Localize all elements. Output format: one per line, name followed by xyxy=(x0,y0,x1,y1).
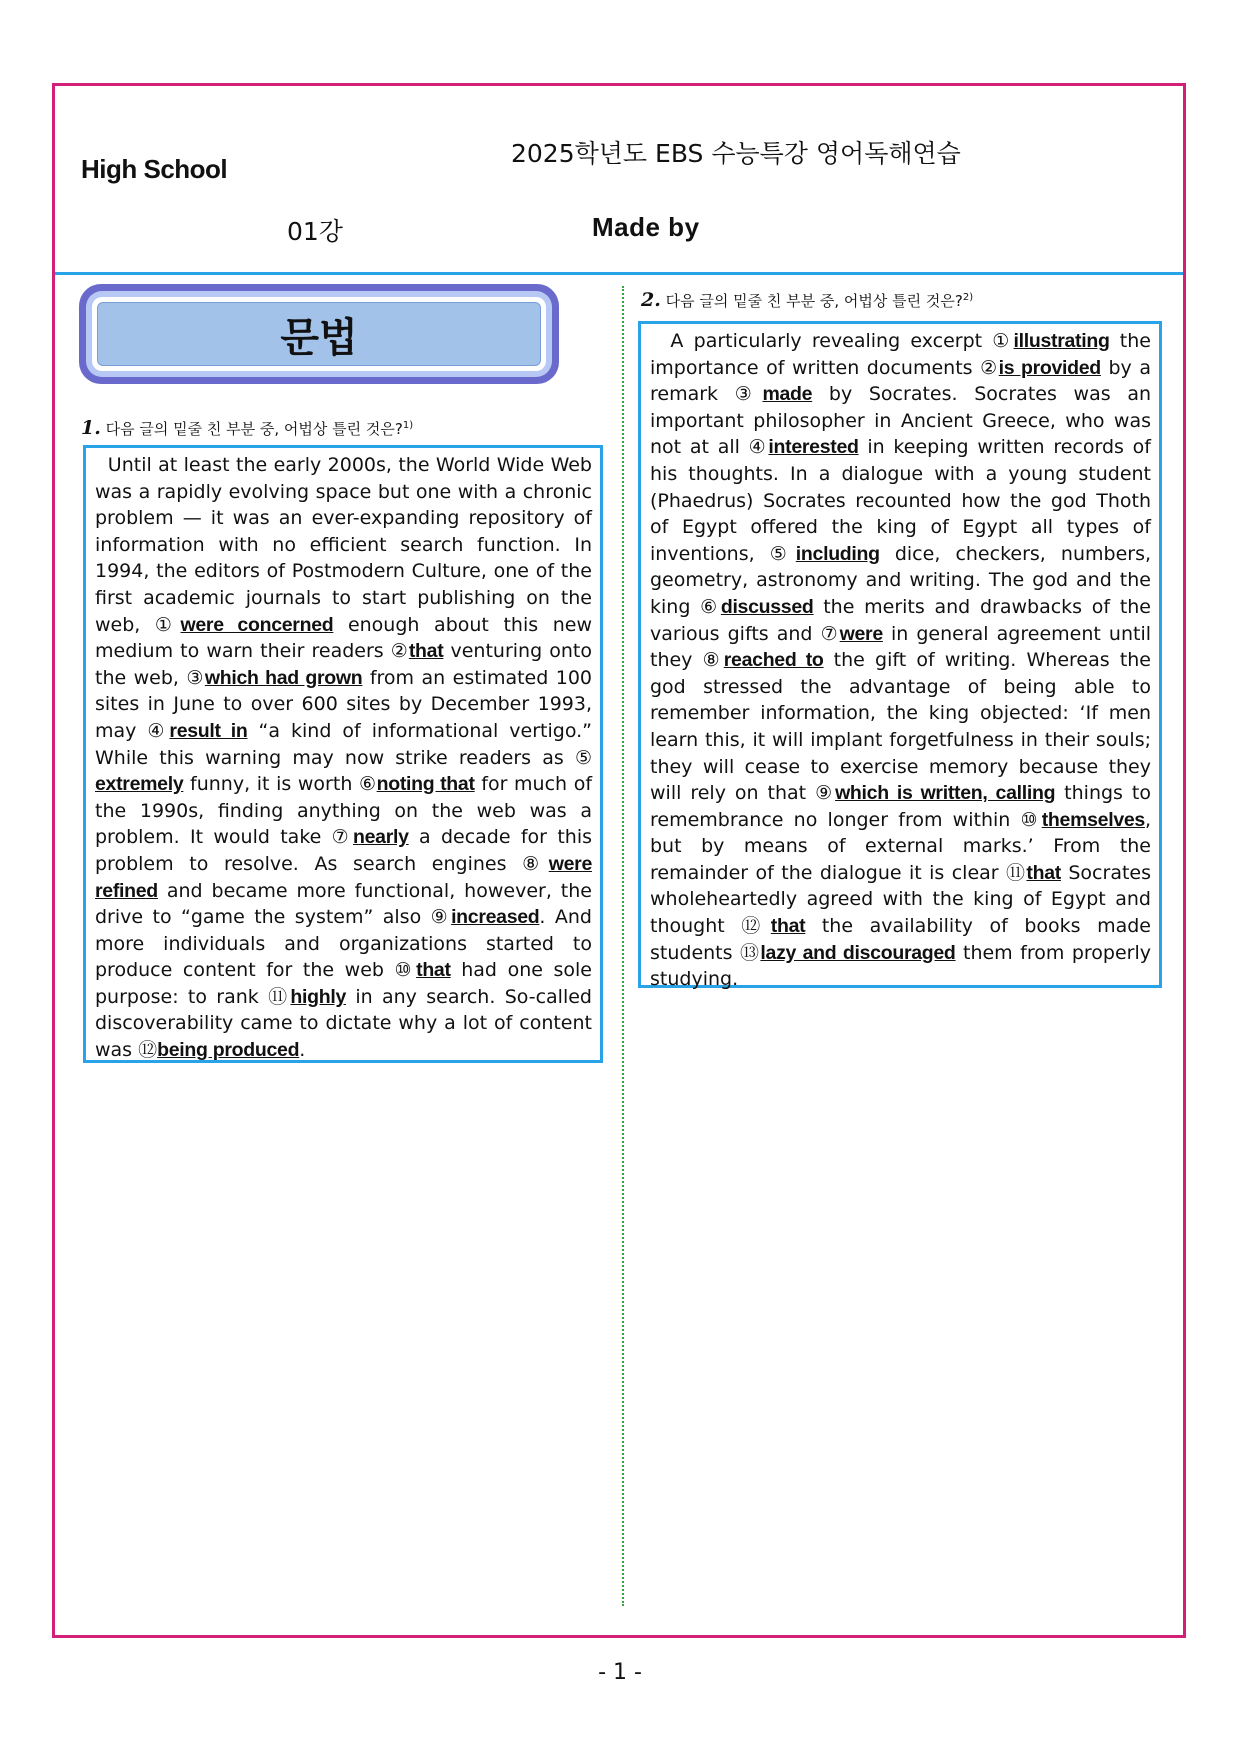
passage-text: venturing onto the web, ③ xyxy=(95,640,592,689)
underlined-choice: themselves xyxy=(1041,808,1145,831)
question-2-prompt: 다음 글의 밑줄 친 부분 중, 어법상 틀린 것은? xyxy=(665,292,963,310)
worksheet-title: 2025학년도 EBS 수능특강 영어독해연습 xyxy=(511,139,961,168)
passage-text: by Socrates. Socrates was an important philosopher in Ancient Greece, who was not at all ④ xyxy=(650,383,1152,459)
passage-text: . And more individuals and organizations started to produce content for the web ⑩ xyxy=(95,906,592,982)
passage-text: things to remembrance no longer from within ⑩ xyxy=(650,782,1151,831)
passage-text: had one sole purpose: to rank ⑪ xyxy=(95,959,592,1008)
underlined-choice: noting that xyxy=(376,773,475,796)
underlined-choice: that xyxy=(1026,861,1061,884)
underlined-choice: which had grown xyxy=(204,666,363,689)
school-label: High School xyxy=(81,154,228,184)
passage-text: “a kind of informational vertigo.” While this warning may now strike readers as ⑤ xyxy=(95,719,593,769)
passage-text: A particularly revealing excerpt ① xyxy=(650,330,1014,352)
lesson-label: 01강 xyxy=(287,217,343,246)
passage-text: enough about this new medium to warn their readers ② xyxy=(95,613,593,663)
section-title: 문법 xyxy=(97,302,541,366)
underlined-choice: that xyxy=(770,915,806,938)
passage-text: in any search. So-called discoverability came to dictate why a lot of content was ⑫ xyxy=(95,985,592,1062)
underlined-choice: were concerned xyxy=(180,613,334,636)
worksheet-header xyxy=(55,86,1183,275)
underlined-choice: increased xyxy=(451,906,540,929)
underlined-choice: being produced xyxy=(157,1039,300,1062)
passage-text: in keeping written records of his thoughts. In a dialogue with a young student (Phaedrus) Socrates recounted how the god Thoth of Egypt offered the king of Egypt all types of inventions, ⑤ xyxy=(650,436,1151,565)
question-1-header xyxy=(81,417,413,439)
question-1-passage xyxy=(83,445,603,1063)
passage-text: and became more functional, however, the drive to “game the system” also ⑨ xyxy=(95,879,592,929)
passage-text: from an estimated 100 sites in June to over 600 sites by December 1993, may ④ xyxy=(95,666,593,742)
passage-text: in general agreement until they ⑧ xyxy=(650,622,1151,672)
passage-text: the availability of books made students ⑬ xyxy=(650,915,1151,964)
question-2-passage xyxy=(638,321,1162,991)
made-by-label: Made by xyxy=(592,212,700,242)
passage-text: Socrates wholeheartedly agreed with the king of Egypt and thought ⑫ xyxy=(650,861,1151,938)
underlined-choice: which is written, calling xyxy=(835,782,1056,805)
underlined-choice: including xyxy=(795,542,880,565)
passage-text: the merits and drawbacks of the various gifts and ⑦ xyxy=(650,595,1151,645)
question-1-footnote: 1) xyxy=(402,420,414,431)
underlined-choice: nearly xyxy=(353,826,409,849)
underlined-choice: extremely xyxy=(95,773,184,796)
passage-text: Until at least the early 2000s, the World Wide Web was a rapidly evolving space but one with a chronic problem — it was an ever-expanding repository of information with no efficient search function. In 1994, the editors of Postmodern Culture, one of the first academic journals to start publishing on the web, ① xyxy=(95,454,592,636)
passage-text: funny, it is worth ⑥ xyxy=(183,773,377,796)
question-1-number: 1. xyxy=(81,417,101,439)
underlined-choice: reached to xyxy=(723,649,824,672)
underlined-choice: made xyxy=(762,383,813,406)
section-badge xyxy=(79,284,559,384)
passage-text: a decade for this problem to resolve. As search engines ⑧ xyxy=(95,826,592,875)
underlined-choice: illustrating xyxy=(1013,330,1110,352)
question-2-header xyxy=(641,289,973,311)
underlined-choice: result in xyxy=(169,719,248,742)
underlined-choice: is provided xyxy=(998,356,1101,379)
passage-text: for much of the 1990s, finding anything on the web was a problem. It would take ⑦ xyxy=(95,773,593,849)
page-frame xyxy=(52,83,1186,1638)
underlined-choice: lazy and discouraged xyxy=(760,941,956,964)
underlined-choice: that xyxy=(416,959,451,982)
passage-text: . xyxy=(299,1039,306,1062)
underlined-choice: were xyxy=(839,622,883,645)
passage-text: by a remark ③ xyxy=(650,356,1151,406)
passage-text: the gift of writing. Whereas the god stressed the advantage of being able to remember information, the king objected: ‘If men learn this, it will implant forgetfulness in their souls; they will cease to exercise memory because they will rely on that ⑨ xyxy=(650,649,1151,805)
question-2-number: 2. xyxy=(641,289,661,311)
underlined-choice: discussed xyxy=(720,595,814,618)
page-number: - 1 - xyxy=(598,1660,642,1685)
underlined-choice: interested xyxy=(768,436,859,459)
passage-text: dice, checkers, numbers, geometry, astronomy and writing. The god and the king ⑥ xyxy=(650,542,1152,618)
passage-text: , but by means of external marks.’ From the remainder of the dialogue it is clear ⑪ xyxy=(650,808,1151,884)
passage-text: them from properly studying. xyxy=(650,941,1151,991)
passage-text: the importance of written documents ② xyxy=(650,330,1151,379)
question-2-footnote: 2) xyxy=(962,292,974,303)
underlined-choice: highly xyxy=(290,985,347,1008)
column-divider xyxy=(622,286,624,1606)
underlined-choice: that xyxy=(408,640,444,663)
underlined-choice: were refined xyxy=(95,852,592,902)
question-1-prompt: 다음 글의 밑줄 친 부분 중, 어법상 틀린 것은? xyxy=(105,420,403,438)
